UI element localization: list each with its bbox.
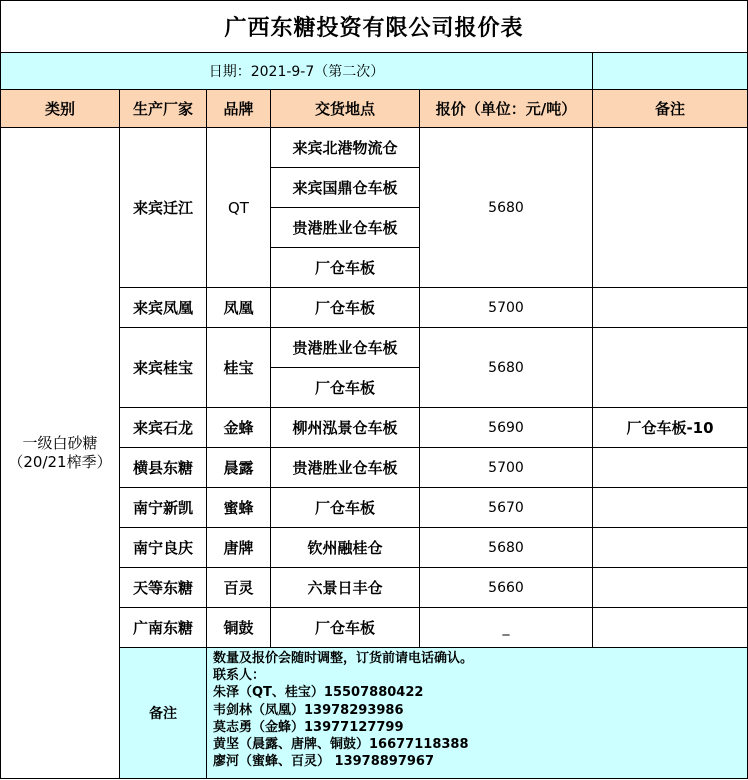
brand-cell: 晨露: [207, 448, 271, 488]
footer-label: 备注: [120, 648, 207, 779]
price-cell: 5670: [420, 488, 593, 528]
remark-cell: [593, 568, 748, 608]
location-cell: 六景日丰仓: [271, 568, 420, 608]
location-cell: 钦州融桂仓: [271, 528, 420, 568]
brand-cell: 百灵: [207, 568, 271, 608]
footer-note-line: 廖河（蜜蜂、百灵） 13978897967: [213, 754, 435, 770]
location-cell: 厂仓车板: [271, 488, 420, 528]
factory-cell: 来宾石龙: [120, 408, 207, 448]
footer-note-line: 数量及报价会随时调整，订货前请电话确认。: [213, 651, 474, 666]
location-cell: 厂仓车板: [271, 288, 420, 328]
location-cell: 来宾北港物流仓: [271, 128, 420, 168]
price-cell: 5680: [420, 528, 593, 568]
price-cell: 5700: [420, 288, 593, 328]
remark-cell: [593, 528, 748, 568]
price-cell: 5660: [420, 568, 593, 608]
location-cell: 柳州泓景仓车板: [271, 408, 420, 448]
location-cell: 贵港胜业仓车板: [271, 448, 420, 488]
factory-cell: 南宁良庆: [120, 528, 207, 568]
location-cell: 厂仓车板: [271, 608, 420, 648]
remark-cell: [593, 328, 748, 408]
table-row: [1, 128, 748, 168]
brand-cell: 唐牌: [207, 528, 271, 568]
category-season: （20/21榨季）: [8, 453, 112, 471]
header-category: 类别: [1, 90, 120, 128]
footer-note-line: 黄坚（晨露、唐牌、铜鼓）16677118388: [213, 737, 469, 753]
footer-note-line: 韦剑林（凤凰）13978293986: [213, 702, 404, 718]
date-line: 日期：2021-9-7（第二次）: [1, 53, 593, 90]
remark-cell: [593, 288, 748, 328]
remark-cell: [593, 128, 748, 288]
factory-cell: 来宾桂宝: [120, 328, 207, 408]
price-cell: _: [420, 608, 593, 648]
footer-note-line: 朱泽（QT、桂宝）15507880422: [213, 685, 424, 701]
brand-cell: 金蜂: [207, 408, 271, 448]
price-cell: 5700: [420, 448, 593, 488]
factory-cell: 南宁新凯: [120, 488, 207, 528]
brand-cell: QT: [207, 128, 271, 288]
price-cell: 5680: [420, 328, 593, 408]
location-cell: 贵港胜业仓车板: [271, 328, 420, 368]
factory-cell: 横县东糖: [120, 448, 207, 488]
factory-cell: 广南东糖: [120, 608, 207, 648]
location-cell: 厂仓车板: [271, 248, 420, 288]
location-cell: 贵港胜业仓车板: [271, 208, 420, 248]
price-cell: 5690: [420, 408, 593, 448]
date-line-blank: [593, 53, 748, 90]
brand-cell: 铜鼓: [207, 608, 271, 648]
brand-cell: 凤凰: [207, 288, 271, 328]
location-cell: 来宾国鼎仓车板: [271, 168, 420, 208]
factory-cell: 来宾迁江: [120, 128, 207, 288]
table-title: 广西东糖投资有限公司报价表: [1, 1, 748, 53]
category-cell: [1, 128, 120, 779]
header-factory: 生产厂家: [120, 90, 207, 128]
location-cell: 厂仓车板: [271, 368, 420, 408]
header-location: 交货地点: [271, 90, 420, 128]
brand-cell: 蜜蜂: [207, 488, 271, 528]
category-name: 一级白砂糖: [22, 434, 98, 452]
remark-cell: 厂仓车板-10: [593, 408, 748, 448]
remark-cell: [593, 488, 748, 528]
header-remark: 备注: [593, 90, 748, 128]
remark-cell: [593, 608, 748, 648]
header-brand: 品牌: [207, 90, 271, 128]
footer-note-line: 莫志勇（金蜂）13977127799: [213, 719, 404, 735]
factory-cell: 来宾凤凰: [120, 288, 207, 328]
remark-cell: [593, 448, 748, 488]
brand-cell: 桂宝: [207, 328, 271, 408]
header-price: 报价（单位：元/吨）: [420, 90, 593, 128]
price-cell: 5680: [420, 128, 593, 288]
footer-note-line: 联系人：: [213, 668, 266, 684]
footer-notes: [207, 648, 748, 779]
factory-cell: 天等东糖: [120, 568, 207, 608]
